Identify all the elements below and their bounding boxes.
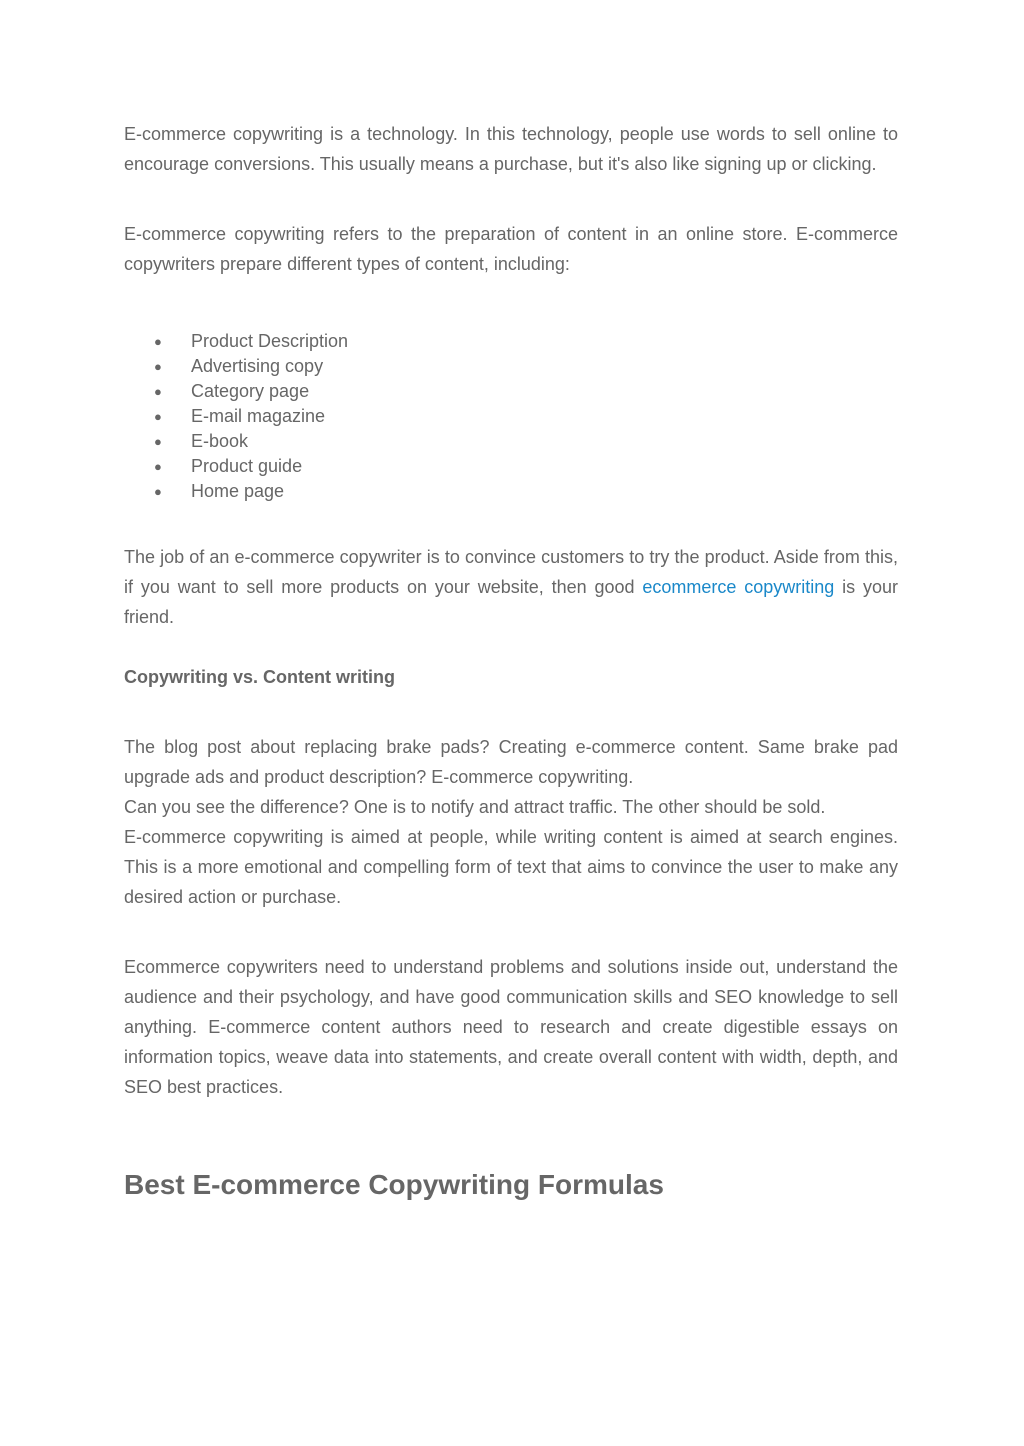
list-item-label: Category page [191,381,310,401]
paragraph-content-types-intro: E-commerce copywriting refers to the preparation of content in an online store. E-commerce copywriters prepare different types of content, including: [124,224,898,274]
bullet-icon: ● [154,334,162,349]
paragraph-aimed-at-people: E-commerce copywriting is aimed at people, while writing content is aimed at search engines. This is a more emotional and compelling form of text that aims to convince the user to make any desired action or purchase. [124,827,898,907]
ecommerce-copywriting-link[interactable]: ecommerce copywriting [642,577,835,597]
section-title: Best E-commerce Copywriting Formulas [124,1169,664,1200]
list-item [124,479,898,504]
paragraph-difference: Can you see the difference? One is to notify and attract traffic. The other should be sold. [124,797,826,817]
list-item [124,454,898,479]
list-item [124,429,898,454]
job-text-after-link: is your friend. [124,577,898,627]
paragraph-copywriter-job [124,542,898,632]
job-text-before-link: The job of an e-commerce copywriter is to convince customers to try the product. Aside from this, if you want to sell more products on your website, then good [124,547,898,597]
list-item [124,354,898,379]
document-body [124,119,898,1202]
paragraph-blog-example: The blog post about replacing brake pads? Creating e-commerce content. Same brake pad upgrade ads and product description? E-commerce copywriting. [124,737,898,787]
list-item [124,329,898,354]
list-item-label: E-mail magazine [191,406,326,426]
content-types-list [124,329,898,504]
list-item-label: Product Description [191,331,349,351]
list-item-label: Home page [191,481,285,501]
bullet-icon: ● [154,484,162,499]
list-item-label: Product guide [191,456,303,476]
bullet-icon: ● [154,409,162,424]
list-item-label: E-book [191,431,249,451]
paragraph-intro: E-commerce copywriting is a technology. In this technology, people use words to sell online to encourage conversions. This usually means a purchase, but it's also like signing up or clicking. [124,124,898,174]
paragraph-copywriter-skills: Ecommerce copywriters need to understand problems and solutions inside out, understand the audience and their psychology, and have good communication skills and SEO knowledge to sell anything. E-commerce content authors need to research and create digestible essays on information topics, weave data into statements, and create overall content with width, depth, and SEO best practices. [124,957,898,1097]
bullet-icon: ● [154,434,162,449]
bullet-icon: ● [154,384,162,399]
subheading-copywriting-vs-content: Copywriting vs. Content writing [124,667,395,687]
bullet-icon: ● [154,359,162,374]
bullet-icon: ● [154,459,162,474]
list-item [124,404,898,429]
list-item [124,379,898,404]
list-item-label: Advertising copy [191,356,324,376]
